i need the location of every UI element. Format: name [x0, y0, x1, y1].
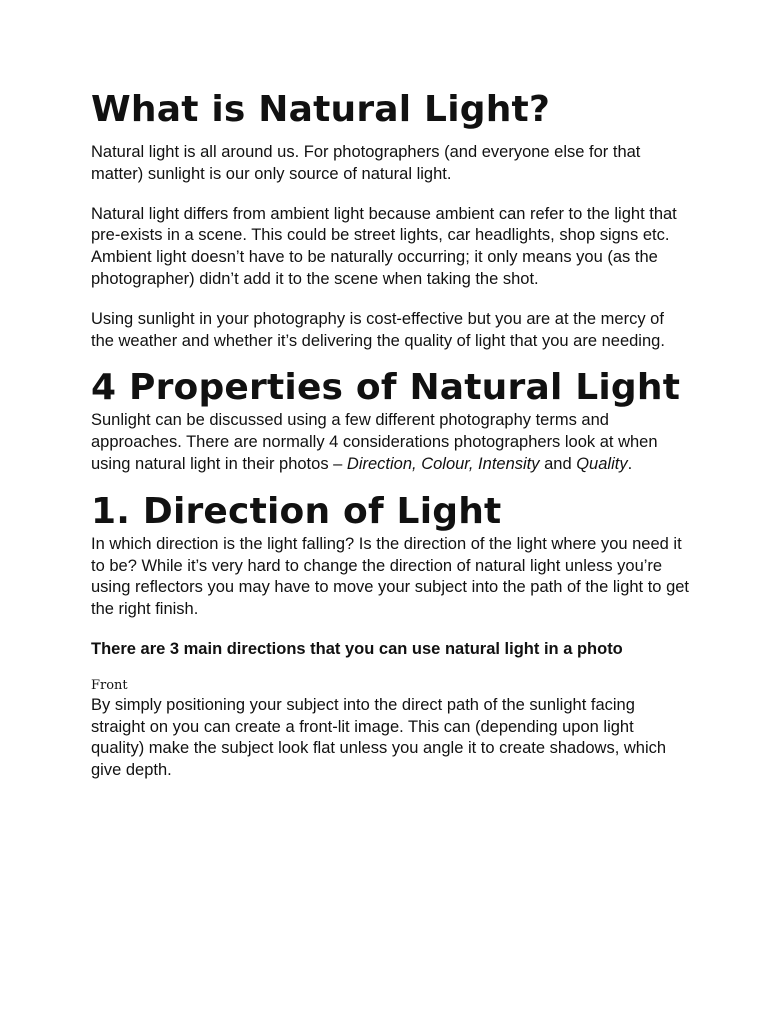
paragraph-intro: Natural light is all around us. For photographers (and everyone else for that matter) sunlight is our only source of natural light.: [91, 143, 641, 183]
paragraph-front: By simply positioning your subject into the direct path of the sunlight facing straight on you can create a front-lit image. This can (depending upon light quality) make the subject look flat unless you angle it to create shadows, which give depth.: [91, 695, 667, 780]
paragraph-properties: [91, 410, 691, 475]
paragraph-sunlight-cost: Using sunlight in your photography is cost-effective but you are at the mercy of the weather and whether it’s delivering the quality of light that you are needing.: [91, 309, 665, 350]
paragraph-3-directions: There are 3 main directions that you can use natural light in a photo: [91, 639, 623, 658]
properties-emphasis-1: Direction, Colour, Intensity: [346, 454, 540, 473]
paragraph-ambient-light: Natural light differs from ambient light because ambient can refer to the light that pre-exists in a scene. This could be street lights, car headlights, shop signs etc. Ambient light doesn’t have to be naturally occurring; it only means you (as the photographer) didn’t add it to the scene when taking the shot.: [91, 204, 677, 288]
properties-end: .: [627, 454, 633, 473]
heading-4-properties: 4 Properties of Natural Light: [91, 367, 681, 409]
article-body: [91, 88, 691, 782]
properties-emphasis-2: Quality: [576, 454, 628, 473]
subheading-front: Front: [91, 677, 128, 693]
paragraph-direction: In which direction is the light falling? Is the direction of the light where you need it to be? While it’s very hard to change the direction of natural light unless you’re using reflectors you may have to move your subject into the path of the light to get the right finish.: [91, 534, 690, 619]
heading-what-is-natural-light: What is Natural Light?: [91, 89, 551, 130]
heading-direction-of-light: 1. Direction of Light: [91, 490, 502, 532]
properties-and: and: [539, 454, 577, 473]
properties-text: Sunlight can be discussed using a few different photography terms and approaches. There are normally 4 considerations photographers look at when using natural light in their photos –: [91, 411, 658, 473]
